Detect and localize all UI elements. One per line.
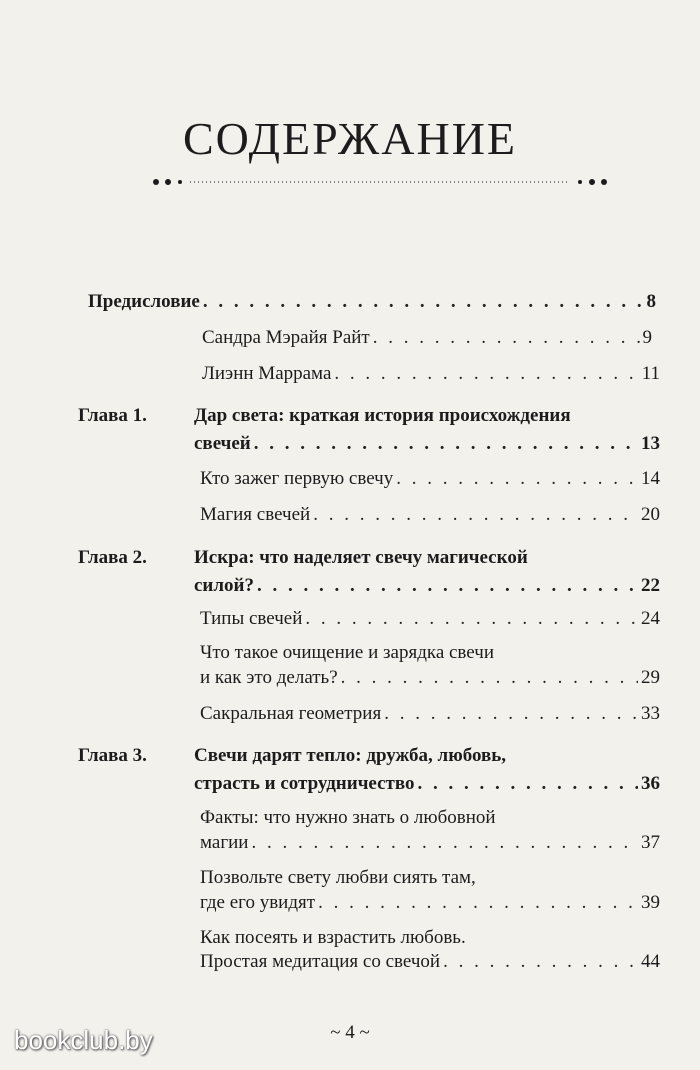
toc-entry-text: Сакральная геометрия <box>200 703 382 724</box>
toc-entry-text: свечей <box>194 433 251 454</box>
toc-entry[interactable] <box>200 831 660 855</box>
toc-entry-text: Сандра Мэрайя Райт <box>202 327 370 348</box>
toc-entry[interactable] <box>202 326 652 350</box>
toc-entry-text: и как это делать? <box>200 667 338 688</box>
toc-entry-text-line1: Факты: что нужно знать о любовной <box>200 807 496 828</box>
toc-entry-text: Типы свечей <box>200 608 303 629</box>
toc-page-number: 39 <box>641 892 660 913</box>
toc-entry-text: где его увидят <box>200 892 316 913</box>
toc-page-number: 9 <box>642 327 652 348</box>
site-watermark: bookclub.by <box>14 1025 153 1055</box>
toc-entry[interactable] <box>200 503 660 527</box>
toc-entry-text-line1: Как посеять и взрастить любовь. <box>200 927 466 948</box>
toc-entry[interactable] <box>200 891 660 915</box>
dot-leader <box>417 772 638 796</box>
toc-entry[interactable] <box>200 950 660 974</box>
toc-entry[interactable] <box>200 666 660 690</box>
toc-entry-text: магии <box>200 832 249 853</box>
toc-entry[interactable] <box>200 702 660 726</box>
toc-page-number: 22 <box>641 575 660 596</box>
chapter-label: Глава 2. <box>78 547 147 568</box>
dot-leader <box>257 574 638 598</box>
toc-entry[interactable] <box>202 362 660 386</box>
toc-page-number: 36 <box>641 773 660 794</box>
toc-entry-text: Предисловие <box>88 291 200 312</box>
toc-entry-preface[interactable] <box>88 290 656 314</box>
dot-leader <box>318 891 638 915</box>
dot-leader <box>203 290 644 314</box>
toc-entry-text: страсть и сотрудничество <box>194 773 415 794</box>
toc-entry-text: силой? <box>194 575 254 596</box>
dot-leader <box>373 326 640 350</box>
dot-leader <box>305 607 638 631</box>
toc-page-number: 33 <box>641 703 660 724</box>
toc-entry-text: Простая медитация со свечой <box>200 951 441 972</box>
page-folio: ~ 4 ~ <box>330 1022 370 1043</box>
dot-leader <box>254 432 638 456</box>
toc-entry[interactable] <box>200 467 660 491</box>
toc-entry-chapter-1[interactable] <box>194 432 660 456</box>
dot-leader <box>251 831 638 855</box>
toc-page-number: 24 <box>641 608 660 629</box>
chapter-title: Свечи дарят тепло: дружба, любовь, <box>194 745 507 766</box>
chapter-label: Глава 1. <box>78 405 147 426</box>
toc-page-number: 14 <box>641 468 660 489</box>
toc-page-number: 13 <box>641 433 660 454</box>
dot-leader <box>334 362 638 386</box>
toc-entry-text-line1: Что такое очищение и зарядка свечи <box>200 642 494 663</box>
toc-entry-chapter-2[interactable] <box>194 574 660 598</box>
toc-page-number: 29 <box>641 667 660 688</box>
dot-leader <box>384 702 638 726</box>
toc-page-number: 37 <box>641 832 660 853</box>
toc-entry-text: Лиэнн Маррама <box>202 363 332 384</box>
toc-entry-text: Кто зажег первую свечу <box>200 468 394 489</box>
toc-entry-text: Магия свечей <box>200 504 311 525</box>
chapter-title: Дар света: краткая история происхождения <box>194 405 571 426</box>
toc-entry[interactable] <box>200 607 660 631</box>
toc-page-number: 8 <box>646 291 656 312</box>
page-title: СОДЕРЖАНИЕ <box>182 113 518 164</box>
toc-page-number: 44 <box>641 951 660 972</box>
toc-page-number: 11 <box>641 363 660 384</box>
chapter-label: Глава 3. <box>78 745 147 766</box>
title-ornament <box>150 175 610 189</box>
toc-entry-text-line1: Позвольте свету любви сиять там, <box>200 867 476 888</box>
toc-entry-chapter-3[interactable] <box>194 772 660 796</box>
dot-leader <box>313 503 638 527</box>
dot-leader <box>341 666 638 690</box>
chapter-title: Искра: что наделяет свечу магической <box>194 547 528 568</box>
dot-leader <box>443 950 638 974</box>
dot-leader <box>396 467 638 491</box>
toc-page-number: 20 <box>641 504 660 525</box>
